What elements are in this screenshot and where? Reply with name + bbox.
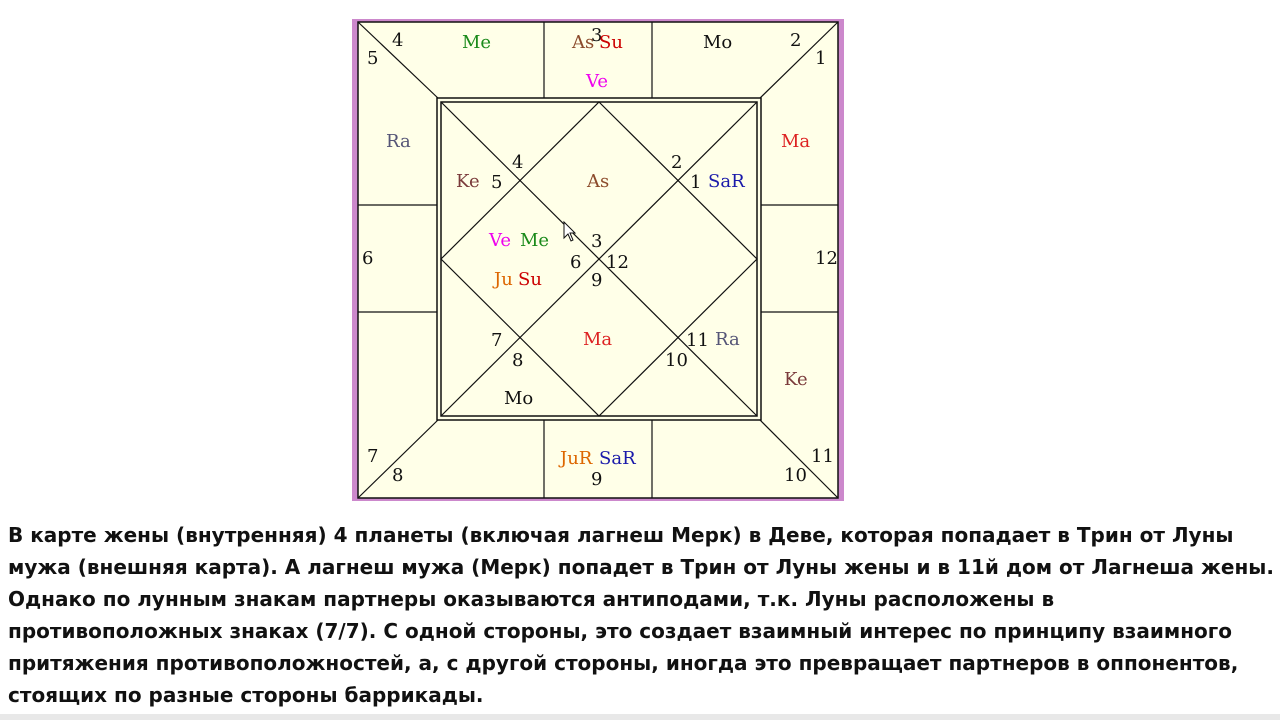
inner-planet-as: As (587, 171, 610, 192)
caption-line-4: противоположных знаках (7/7). С одной стороны, это создает взаимный интерес по принципу взаимного (8, 619, 1232, 643)
outer-sign-2: 2 (790, 30, 802, 51)
outer-sign-5: 5 (367, 48, 379, 69)
inner-planet-ju: Ju (494, 269, 513, 290)
inner-sign-10: 10 (665, 350, 688, 371)
outer-sign-9: 9 (591, 469, 603, 490)
caption-line-1: В карте жены (внутренняя) 4 планеты (включая лагнеш Мерк) в Деве, которая попадает в Трин от Луны (8, 523, 1234, 547)
inner-sign-9: 9 (591, 270, 603, 291)
outer-planet-jur: JuR (560, 448, 593, 469)
outer-sign-1: 1 (815, 48, 827, 69)
inner-sign-5: 5 (491, 172, 503, 193)
outer-sign-4: 4 (392, 30, 404, 51)
caption-line-3: Однако по лунным знакам партнеры оказываются антиподами, т.к. Луны расположены в (8, 587, 1055, 611)
inner-sign-12: 12 (606, 252, 629, 273)
outer-planet-ma: Ma (781, 131, 811, 152)
outer-sign-10: 10 (784, 465, 807, 486)
outer-planet-ra: Ra (386, 131, 411, 152)
outer-planet-me: Me (462, 32, 492, 53)
inner-planet-sar: SaR (708, 171, 745, 192)
inner-planet-ve: Ve (489, 230, 511, 251)
inner-sign-7: 7 (491, 330, 503, 351)
inner-sign-11: 11 (686, 330, 709, 351)
outer-planet-ke: Ke (784, 369, 808, 390)
inner-sign-8: 8 (512, 350, 524, 371)
caption-text (8, 519, 1274, 711)
inner-planet-ma: Ma (583, 329, 613, 350)
inner-sign-2: 2 (671, 152, 683, 173)
outer-planet-mo: Mo (703, 32, 733, 53)
inner-planet-ra: Ra (715, 329, 740, 350)
outer-sign-6: 6 (362, 248, 374, 269)
outer-sign-11: 11 (811, 446, 834, 467)
inner-planet-su: Su (518, 269, 542, 290)
inner-sign-1: 1 (690, 172, 702, 193)
caption-line-6: стоящих по разные стороны баррикады. (8, 683, 484, 707)
outer-sign-12: 12 (815, 248, 838, 269)
outer-sign-8: 8 (392, 465, 404, 486)
inner-sign-4: 4 (512, 152, 524, 173)
outer-planet-ve: Ve (586, 71, 608, 92)
outer-planet-as: As (572, 32, 595, 53)
inner-planet-mo: Mo (504, 388, 534, 409)
caption-line-5: притяжения противоположностей, а, с другой стороны, иногда это превращает партнеров в оппонентов, (8, 651, 1239, 675)
outer-planet-su: Su (599, 32, 623, 53)
inner-sign-3: 3 (591, 231, 603, 252)
caption-line-2: мужа (внешняя карта). А лагнеш мужа (Мерк) попадет в Трин от Луны жены и в 11й дом от Лагнеша жены. (8, 555, 1274, 579)
inner-sign-6: 6 (570, 252, 582, 273)
outer-sign-7: 7 (367, 446, 379, 467)
bottom-strip (0, 714, 1280, 720)
inner-planet-me: Me (520, 230, 550, 251)
outer-sign-3: 3 (591, 25, 603, 46)
outer-planet-sar: SaR (599, 448, 636, 469)
inner-planet-ke: Ke (456, 171, 480, 192)
